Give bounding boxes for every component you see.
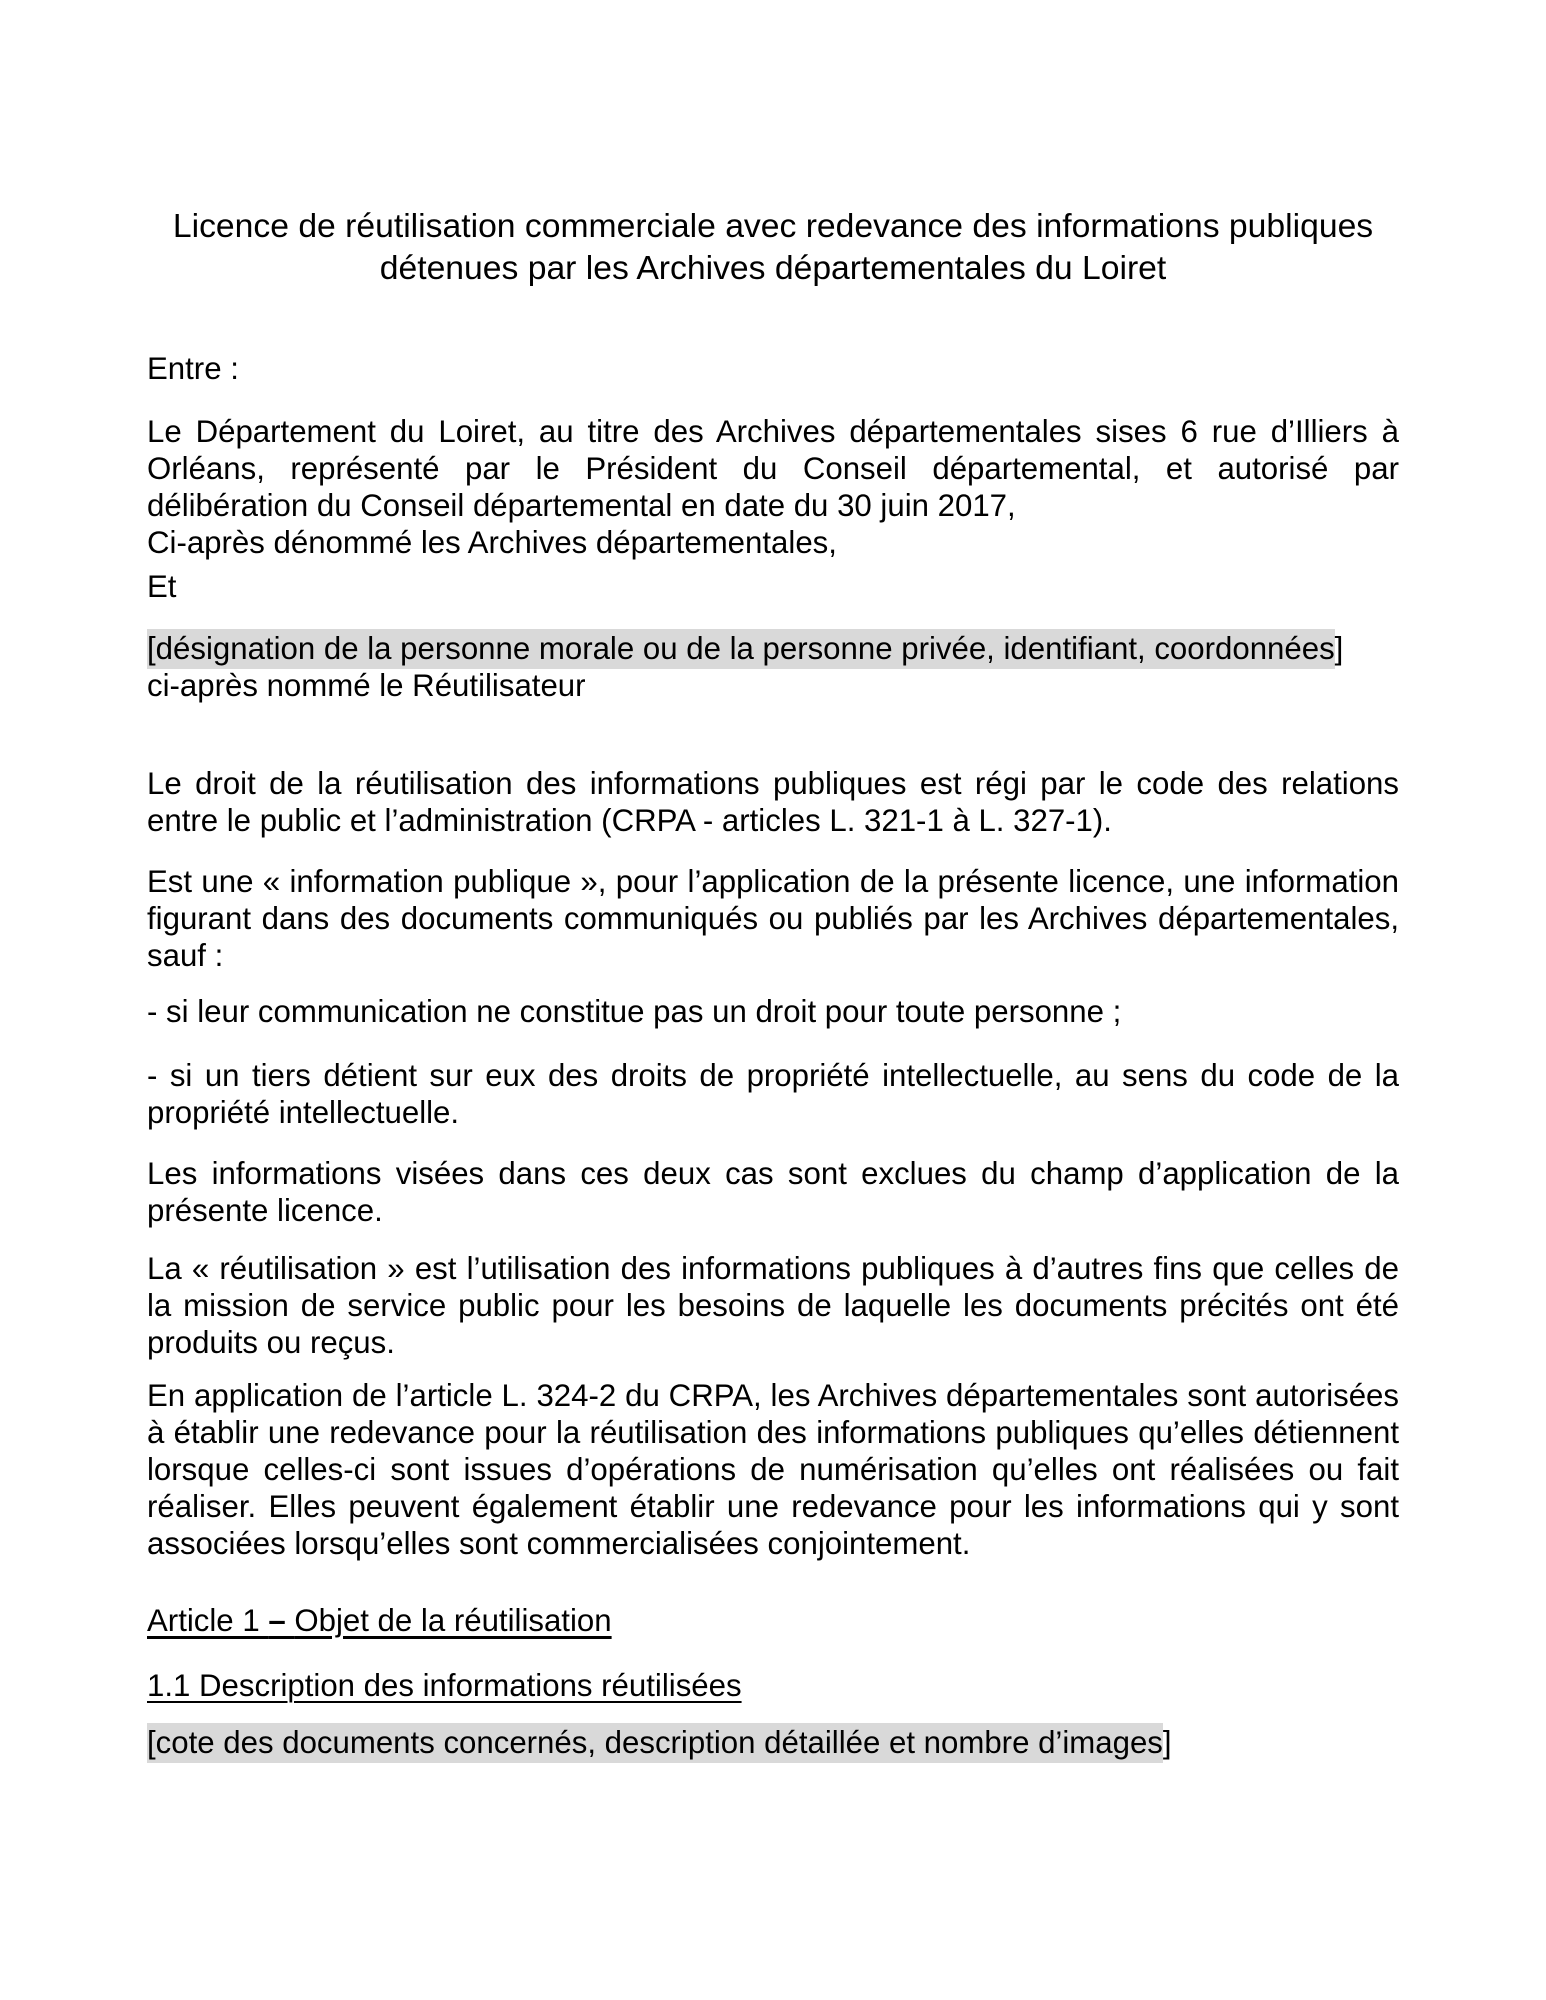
party1-paragraph [147, 413, 1399, 561]
paragraph-information-publique: Est une « information publique », pour l’application de la présente licence, une information figurant dans des documents communiqués ou publiés par les Archives départementales, sauf : [147, 864, 1399, 973]
paragraph-redevance: En application de l’article L. 324-2 du CRPA, les Archives départementales sont autorisées à établir une redevance pour la réutilisation des informations publiques qu’elles détiennent lorsque celles-ci sont issues d’opérations de numérisation qu’elles ont réalisées ou fait réaliser. Elles peuvent également établir une redevance pour les informations qui y sont associées lorsqu’elles sont commercialisées conjointement. [147, 1378, 1399, 1561]
article1-title: Objet de la réutilisation [294, 1603, 612, 1638]
party2-alias: ci-après nommé le Réutilisateur [147, 668, 586, 703]
cote-placeholder-bracket: ] [1162, 1725, 1172, 1760]
cote-placeholder-highlight: [cote des documents concernés, description détaillée et nombre d’images [147, 1723, 1163, 1763]
paragraph-droit-reutilisation: Le droit de la réutilisation des informations publiques est régi par le code des relations entre le public et l’administration (CRPA - articles L. 321-1 à L. 327-1). [147, 766, 1399, 838]
paragraph-exclusion: Les informations visées dans ces deux cas sont exclues du champ d’application de la présente licence. [147, 1156, 1399, 1228]
et-line: Et [147, 569, 177, 604]
entre-line: Entre : [147, 351, 239, 386]
party1-text: Le Département du Loiret, au titre des Archives départementales sises 6 rue d’Illiers à Orléans, représenté par le Président du Conseil départemental, et autorisé par délibération du Conseil départemental en date du 30 juin 2017, [147, 414, 1399, 523]
article1-heading [147, 1602, 1399, 1639]
paragraph-definition-reutilisation: La « réutilisation » est l’utilisation des informations publiques à d’autres fins que celles de la mission de service public pour les besoins de laquelle les documents précités ont été produits ou reçus. [147, 1251, 1399, 1360]
party2-placeholder-bracket: ] [1334, 631, 1344, 666]
cote-placeholder-line [147, 1724, 1399, 1761]
list-item-communication: - si leur communication ne constitue pas un droit pour toute personne ; [147, 994, 1122, 1029]
document-title: Licence de réutilisation commerciale avec redevance des informations publiques détenues par les Archives départementales du Loiret [172, 207, 1374, 287]
party2-paragraph [147, 630, 1399, 704]
section-1-1-heading: 1.1 Description des informations réutilisées [147, 1668, 742, 1703]
party2-placeholder-line [147, 630, 1399, 667]
party2-placeholder-highlight: [désignation de la personne morale ou de la personne privée, identifiant, coordonnées [147, 629, 1335, 669]
list-item-propriete-intellectuelle: - si un tiers détient sur eux des droits de propriété intellectuelle, au sens du code de la propriété intellectuelle. [147, 1058, 1399, 1130]
article1-number: Article 1 [147, 1603, 269, 1638]
article1-dash: – [268, 1603, 295, 1638]
party1-alias: Ci-après dénommé les Archives départementales, [147, 525, 837, 560]
